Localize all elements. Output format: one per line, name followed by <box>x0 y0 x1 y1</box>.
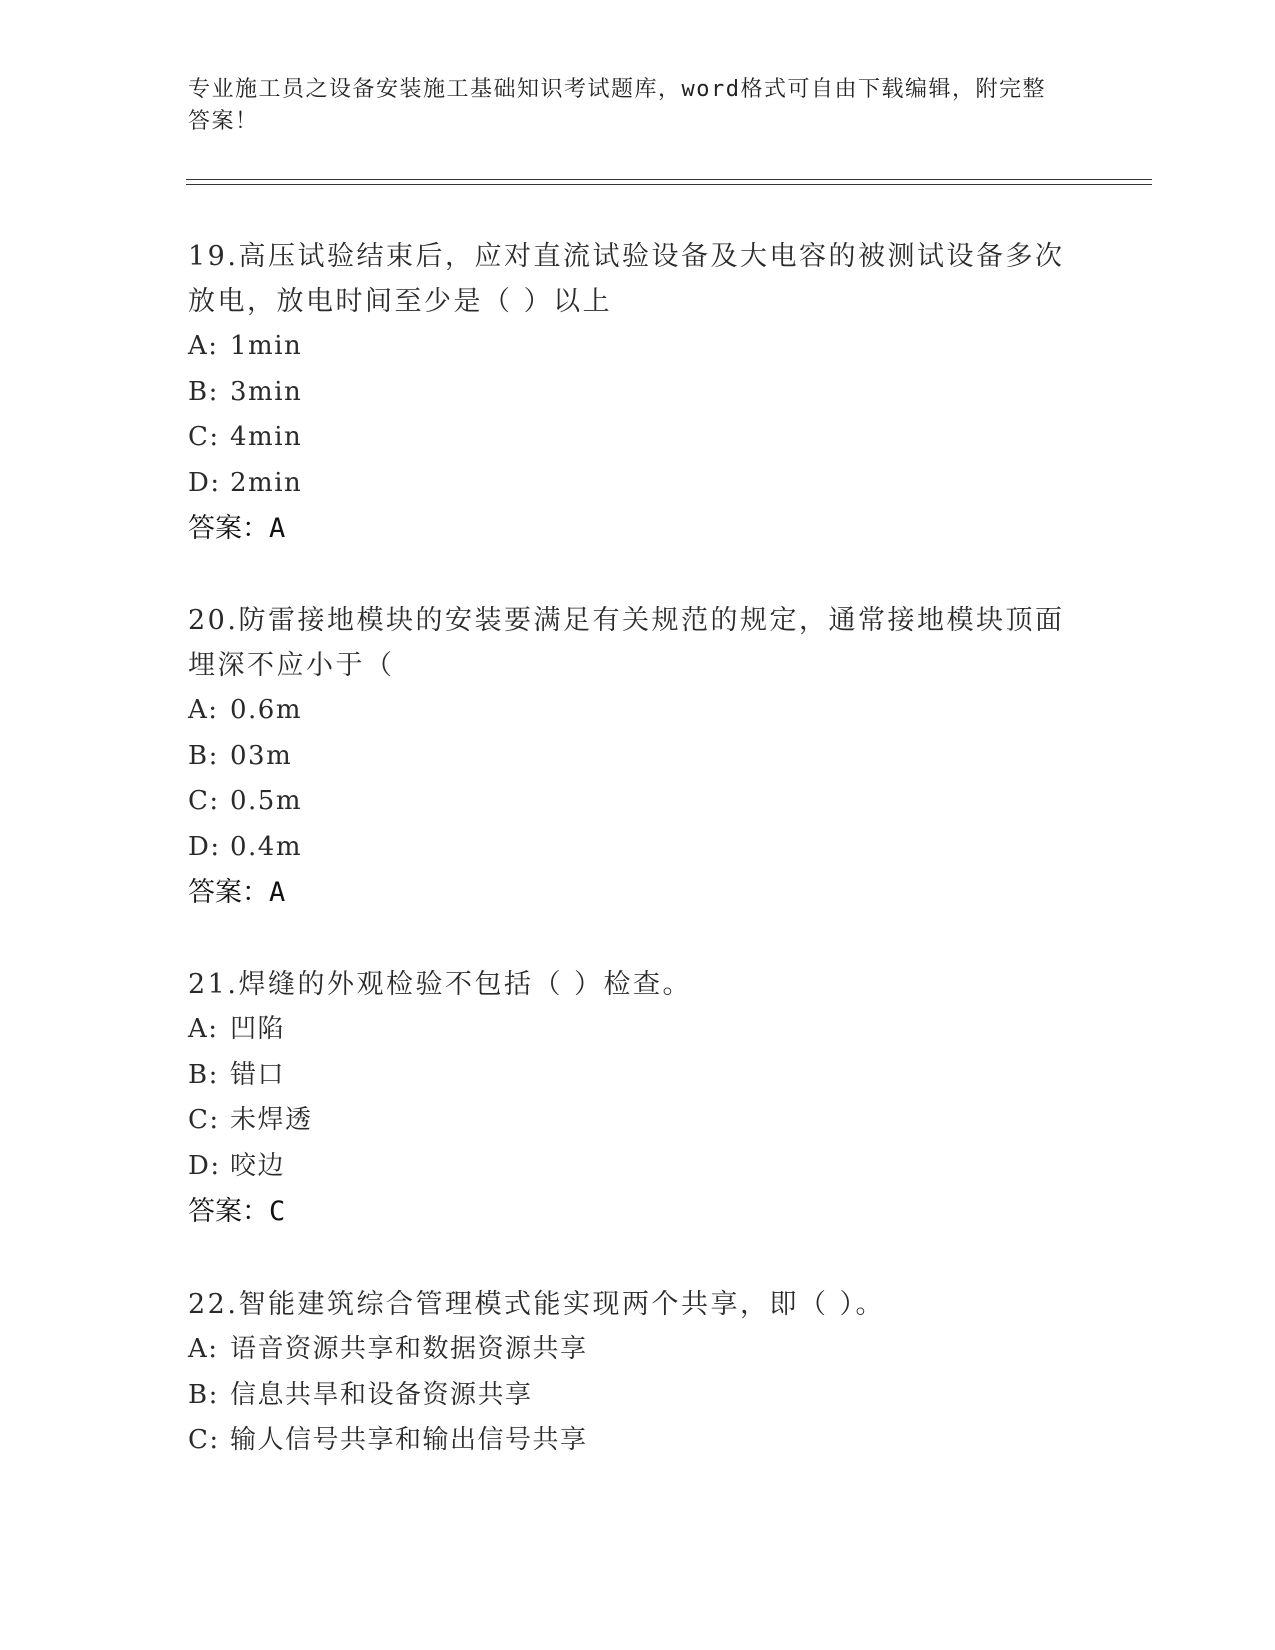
option-c <box>188 1418 1088 1464</box>
question-stem: 20.防雷接地模块的安装要满足有关规范的规定，通常接地模块顶面埋深不应小于（ <box>188 605 1065 681</box>
option-b <box>188 1053 1088 1099</box>
option-text: 0.4m <box>230 831 303 862</box>
option-text: 2min <box>230 467 303 498</box>
option-text: 03m <box>230 740 293 771</box>
option-key: D: <box>188 467 221 498</box>
question-stem: 22.智能建筑综合管理模式能实现两个共享，即（ ）。 <box>188 1289 886 1320</box>
question-22 <box>188 1282 1088 1464</box>
option-b <box>188 370 1088 416</box>
option-key: C: <box>188 1425 220 1455</box>
option-text: 4min <box>230 422 303 452</box>
header-divider-bottom <box>186 184 1152 185</box>
option-d <box>188 1144 1088 1190</box>
option-c <box>188 1098 1088 1144</box>
option-c <box>188 779 1088 825</box>
option-text: 0.5m <box>230 786 303 816</box>
option-key: A: <box>188 1014 219 1044</box>
option-a <box>188 324 1088 370</box>
question-21 <box>188 962 1088 1235</box>
option-text: 信息共旱和设备资源共享 <box>230 1379 533 1410</box>
option-text: 输人信号共享和输出信号共享 <box>230 1425 588 1455</box>
option-text: 错口 <box>230 1059 286 1090</box>
option-key: A: <box>188 331 219 361</box>
option-text: 凹陷 <box>230 1014 286 1044</box>
question-19 <box>188 234 1088 552</box>
option-key: C: <box>188 422 220 452</box>
option-key: A: <box>188 695 219 725</box>
option-a <box>188 1007 1088 1053</box>
option-text: 语音资源共享和数据资源共享 <box>230 1334 588 1364</box>
option-key: B: <box>188 376 219 407</box>
option-key: D: <box>188 831 221 862</box>
option-key: B: <box>188 1379 219 1410</box>
option-text: 未焊透 <box>230 1105 313 1135</box>
option-key: B: <box>188 1059 219 1090</box>
header-divider-top <box>186 179 1152 180</box>
option-key: C: <box>188 786 220 816</box>
option-key: C: <box>188 1105 220 1135</box>
option-a <box>188 688 1088 734</box>
option-d <box>188 825 1088 871</box>
question-stem: 21.焊缝的外观检验不包括（ ）检查。 <box>188 969 693 1000</box>
option-key: A: <box>188 1334 219 1364</box>
question-20 <box>188 598 1088 916</box>
option-key: D: <box>188 1150 221 1181</box>
option-c <box>188 415 1088 461</box>
option-text: 1min <box>230 331 303 361</box>
answer-line: 答案：C <box>188 1196 286 1227</box>
answer-line: 答案：A <box>188 513 286 544</box>
option-text: 3min <box>230 376 303 407</box>
option-b <box>188 734 1088 780</box>
answer-line: 答案：A <box>188 877 286 908</box>
option-text: 0.6m <box>230 695 303 725</box>
option-d <box>188 461 1088 507</box>
question-stem: 19.高压试验结束后，应对直流试验设备及大电容的被测试设备多次放电，放电时间至少是（ ）以上 <box>188 241 1065 317</box>
document-header <box>188 74 1068 138</box>
header-title: 专业施工员之设备安装施工基础知识考试题库，word格式可自由下载编辑，附完整答案！ <box>188 77 1046 134</box>
option-b <box>188 1373 1088 1419</box>
option-text: 咬边 <box>230 1150 286 1181</box>
option-a <box>188 1327 1088 1373</box>
option-key: B: <box>188 740 219 771</box>
